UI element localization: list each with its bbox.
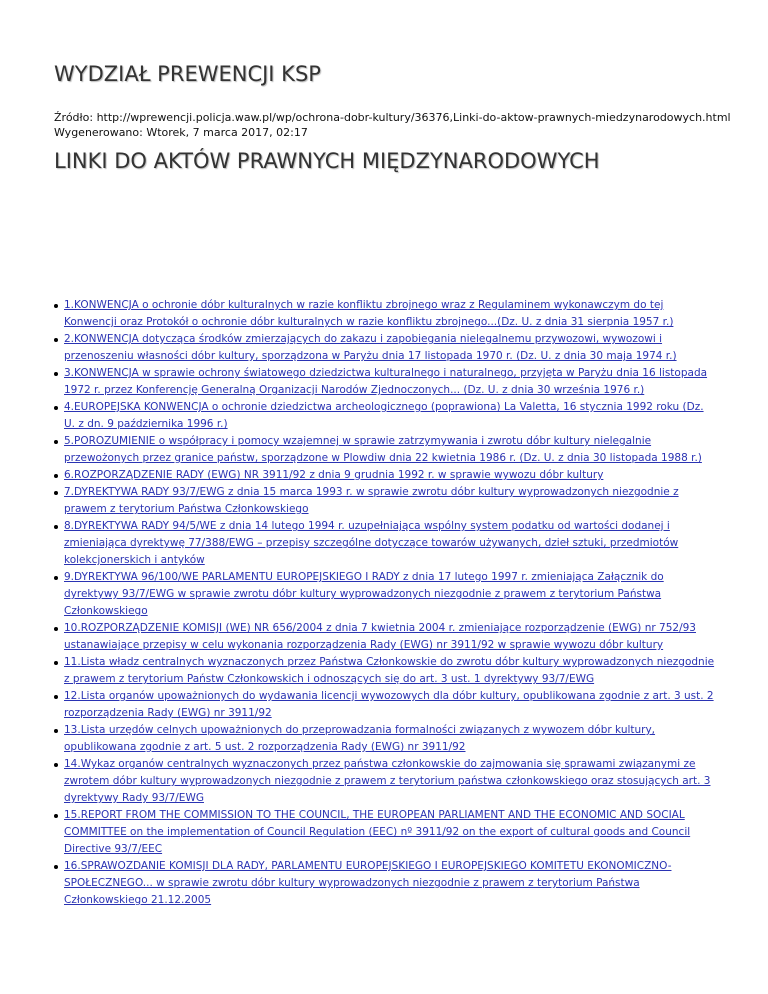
link-item[interactable]: 1.KONWENCJA o ochronie dóbr kulturalnych w razie konfliktu zbrojnego wraz z Regulaminem wykonawczym do tej Konwencji oraz Protokół o ochronie dóbr kulturalnych w razie konfliktu zbrojnego...(Dz. U. z dnia 31 sierpnia 1957 r.) <box>64 299 674 328</box>
list-item <box>54 756 716 807</box>
list-item <box>54 569 716 620</box>
bullet-icon <box>54 729 58 733</box>
list-item <box>54 484 716 518</box>
link-item[interactable]: 16.SPRAWOZDANIE KOMISJI DLA RADY, PARLAMENTU EUROPEJSKIEGO I EUROPEJSKIEGO KOMITETU EKONOMICZNO-SPOŁECZNEGO... w sprawie zwrotu dóbr kultury wyprowadzonych niezgodnie z prawem z terytorium Państwa Członkowskiego 21.12.2005 <box>64 860 672 906</box>
site-title: WYDZIAŁ PREWENCJI KSP <box>54 62 321 86</box>
list-item <box>54 467 716 484</box>
page-meta <box>54 110 731 140</box>
bullet-icon <box>54 491 58 495</box>
links-list <box>54 297 716 909</box>
page-title: LINKI DO AKTÓW PRAWNYCH MIĘDZYNARODOWYCH <box>54 149 600 173</box>
link-item[interactable]: 9.DYREKTYWA 96/100/WE PARLAMENTU EUROPEJSKIEGO I RADY z dnia 17 lutego 1997 r. zmieniająca Załącznik do dyrektywy 93/7/EWG w sprawie zwrotu dóbr kultury wyprowadzonych niezgodnie z prawem z terytorium Państwa Członkowskiego <box>64 571 664 617</box>
generated-line: Wygenerowano: Wtorek, 7 marca 2017, 02:17 <box>54 126 308 139</box>
link-item[interactable]: 15.REPORT FROM THE COMMISSION TO THE COUNCIL, THE EUROPEAN PARLIAMENT AND THE ECONOMIC AND SOCIAL COMMITTEE on the implementation of Council Regulation (EEC) nº 3911/92 on the export of cultural goods and Council Directive 93/7/EEC <box>64 809 691 855</box>
link-item[interactable]: 13.Lista urzędów celnych upoważnionych do przeprowadzania formalności związanych z wywozem dóbr kultury, opublikowana zgodnie z art. 5 ust. 2 rozporządzenia Rady (EWG) nr 3911/92 <box>64 724 656 753</box>
bullet-icon <box>54 695 58 699</box>
list-item <box>54 722 716 756</box>
bullet-icon <box>54 627 58 631</box>
list-item <box>54 399 716 433</box>
list-item <box>54 654 716 688</box>
link-item[interactable]: 4.EUROPEJSKA KONWENCJA o ochronie dziedzictwa archeologicznego (poprawiona) La Valetta, 16 stycznia 1992 roku (Dz. U. z dn. 9 października 1996 r.) <box>64 401 704 430</box>
list-item <box>54 365 716 399</box>
list-item <box>54 688 716 722</box>
list-item <box>54 433 716 467</box>
bullet-icon <box>54 474 58 478</box>
link-item[interactable]: 14.Wykaz organów centralnych wyznaczonych przez państwa członkowskie do zajmowania się sprawami związanymi ze zwrotem dóbr kultury wyprowadzonych niezgodnie z prawem z terytorium państwa członkowskiego oraz stosujących art. 3 dyrektywy Rady 93/7/EWG <box>64 758 711 804</box>
bullet-icon <box>54 440 58 444</box>
bullet-icon <box>54 865 58 869</box>
list-item <box>54 297 716 331</box>
bullet-icon <box>54 814 58 818</box>
bullet-icon <box>54 661 58 665</box>
list-item <box>54 518 716 569</box>
bullet-icon <box>54 525 58 529</box>
list-item <box>54 331 716 365</box>
source-line: Źródło: http://wprewencji.policja.waw.pl/wp/ochrona-dobr-kultury/36376,Linki-do-aktow-prawnych-miedzynarodowych.html <box>54 111 731 124</box>
link-item[interactable]: 12.Lista organów upoważnionych do wydawania licencji wywozowych dla dóbr kultury, opublikowana zgodnie z art. 3 ust. 2 rozporządzenia Rady (EWG) nr 3911/92 <box>64 690 714 719</box>
bullet-icon <box>54 406 58 410</box>
list-item <box>54 858 716 909</box>
link-item[interactable]: 8.DYREKTYWA RADY 94/5/WE z dnia 14 lutego 1994 r. uzupełniająca wspólny system podatku od wartości dodanej i zmieniająca dyrektywę 77/388/EWG – przepisy szczególne dotyczące towarów używanych, dzieł sztuki, przedmiotów kolekcjonerskich i antyków <box>64 520 679 566</box>
bullet-icon <box>54 576 58 580</box>
link-item[interactable]: 2.KONWENCJA dotycząca środków zmierzających do zakazu i zapobiegania nielegalnemu przywozowi, wywozowi i przenoszeniu własności dóbr kultury, sporządzona w Paryżu dnia 17 listopada 1970 r. (Dz. U. z dnia 30 maja 1974 r.) <box>64 333 677 362</box>
bullet-icon <box>54 763 58 767</box>
link-item[interactable]: 6.ROZPORZĄDZENIE RADY (EWG) NR 3911/92 z dnia 9 grudnia 1992 r. w sprawie wywozu dóbr kultury <box>64 469 604 481</box>
link-item[interactable]: 7.DYREKTYWA RADY 93/7/EWG z dnia 15 marca 1993 r. w sprawie zwrotu dóbr kultury wyprowadzonych niezgodnie z prawem z terytorium Państwa Członkowskiego <box>64 486 679 515</box>
link-item[interactable]: 11.Lista władz centralnych wyznaczonych przez Państwa Członkowskie do zwrotu dóbr kultury wyprowadzonych niezgodnie z prawem z terytorium Państw Członkowskich i odnoszących się do art. 3 ust. 1 dyrektywy 93/7/EWG <box>64 656 715 685</box>
bullet-icon <box>54 338 58 342</box>
bullet-icon <box>54 304 58 308</box>
link-item[interactable]: 3.KONWENCJA w sprawie ochrony światowego dziedzictwa kulturalnego i naturalnego, przyjęta w Paryżu dnia 16 listopada 1972 r. przez Konferencję Generalną Organizacji Narodów Zjednoczonych... (Dz. U. z dnia 30 września 1976 r.) <box>64 367 708 396</box>
link-item[interactable]: 5.POROZUMIENIE o współpracy i pomocy wzajemnej w sprawie zatrzymywania i zwrotu dóbr kultury nielegalnie przewożonych przez granice państw, sporządzone w Plowdiw dnia 22 kwietnia 1986 r. (Dz. U. z dnia 30 listopada 1988 r.) <box>64 435 702 464</box>
list-item <box>54 620 716 654</box>
link-item[interactable]: 10.ROZPORZĄDZENIE KOMISJI (WE) NR 656/2004 z dnia 7 kwietnia 2004 r. zmieniające rozporządzenie (EWG) nr 752/93 ustanawiające przepisy w celu wykonania rozporządzenia Rady (EWG) nr 3911/92 w sprawie wywozu dóbr kultury <box>64 622 696 651</box>
list-item <box>54 807 716 858</box>
bullet-icon <box>54 372 58 376</box>
